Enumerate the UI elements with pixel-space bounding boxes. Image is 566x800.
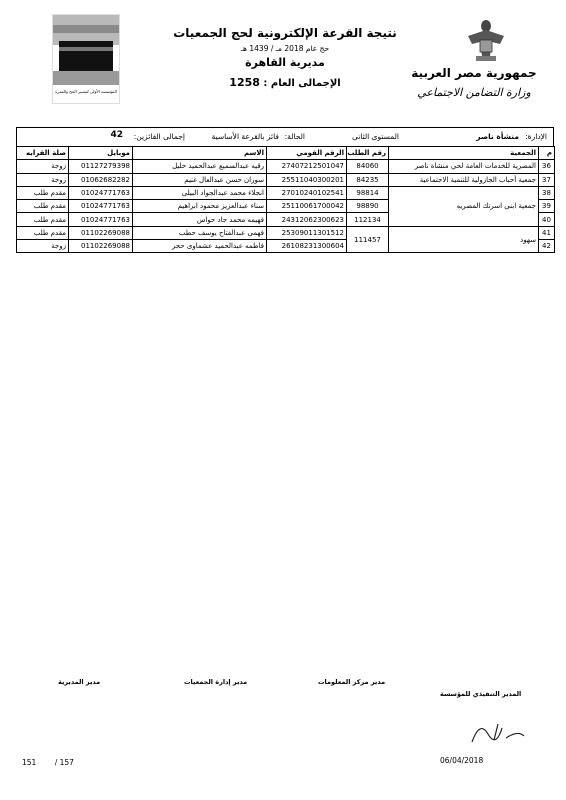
row-mobile: 01024771763	[69, 213, 133, 226]
table-row	[17, 186, 555, 199]
row-mobile: 01102269088	[69, 240, 133, 253]
row-relation: مقدم طلب	[17, 213, 69, 226]
row-index: 42	[539, 240, 555, 253]
row-relation: زوجة	[17, 240, 69, 253]
row-relation: مقدم طلب	[17, 186, 69, 199]
table-row	[17, 226, 555, 239]
row-name: فهيمه محمد جاد حواس	[133, 213, 267, 226]
row-index: 40	[539, 213, 555, 226]
row-index: 41	[539, 226, 555, 239]
row-index: 36	[539, 160, 555, 173]
row-index: 39	[539, 200, 555, 213]
row-mobile: 01024771763	[69, 200, 133, 213]
logo-caption: المؤسسة الأولى لتيسير الحج والعمرة	[55, 89, 117, 94]
row-index: 37	[539, 173, 555, 186]
table-header-row	[17, 147, 555, 160]
grand-total	[160, 76, 410, 89]
row-name: فهمى عبدالفتاح يوسف حطب	[133, 226, 267, 239]
row-national-id: 24312062300623	[267, 213, 347, 226]
admin-label: الإدارة:	[525, 132, 547, 141]
col-header-mobile: موبايل	[69, 147, 133, 160]
sig-associations-manager: مدير إدارة الجمعيات	[184, 678, 248, 686]
page-title: نتيجة القرعة الإلكترونية لحج الجمعيات	[173, 26, 397, 40]
table-row	[17, 173, 555, 186]
row-mobile: 01127279398	[69, 160, 133, 173]
country-name: جمهورية مصر العربية	[411, 66, 537, 80]
row-national-id: 27407212501047	[267, 160, 347, 173]
status-value: فائز بالقرعة الأساسية	[211, 132, 279, 141]
row-national-id: 25309011301512	[267, 226, 347, 239]
row-name: سناء عبدالعزيز محمود ابراهيم	[133, 200, 267, 213]
row-request-no: 112134	[347, 213, 389, 226]
row-association: سهود	[389, 226, 539, 253]
row-request-no: 98890	[347, 200, 389, 213]
row-index: 38	[539, 186, 555, 199]
winners-table	[16, 146, 555, 253]
filter-info-row	[16, 127, 554, 147]
admin-value: منشأة ناصر	[476, 132, 519, 141]
row-name: فاطمه عبدالحميد عشماوى حجر	[133, 240, 267, 253]
row-name: سوزان حسن عبدالعال غنيم	[133, 173, 267, 186]
winners-label: إجمالى الفائزين:	[133, 132, 185, 141]
row-national-id: 27010240102541	[267, 186, 347, 199]
col-header-national-id: الرقم القومي	[267, 147, 347, 160]
grand-total-label: الإجمالى العام :	[263, 78, 341, 89]
row-mobile: 01062682282	[69, 173, 133, 186]
grand-total-value: 1258	[229, 76, 260, 89]
sig-executive-director: المدير التنفيذي للمؤسسة	[440, 690, 522, 698]
row-association: المصرية للخدمات العامة لحي منشاة ناصر	[389, 160, 539, 173]
col-header-relation: صلة القرابه	[17, 147, 69, 160]
col-header-name: الاسم	[133, 147, 267, 160]
row-relation: زوجة	[17, 160, 69, 173]
col-header-request-no: رقم الطلب	[347, 147, 389, 160]
sig-info-center-manager: مدير مركز المعلومات	[318, 678, 386, 686]
row-request-no: 84060	[347, 160, 389, 173]
page-total: / 157	[54, 758, 74, 767]
level-value: المستوى الثانى	[351, 132, 399, 141]
row-mobile: 01024771763	[69, 186, 133, 199]
row-relation: مقدم طلب	[17, 200, 69, 213]
directorate-name: مديرية القاهرة	[245, 56, 325, 69]
ministry-name: وزارة التضامن الاجتماعي	[417, 86, 531, 99]
row-mobile: 01102269088	[69, 226, 133, 239]
row-national-id: 26108231300604	[267, 240, 347, 253]
row-association: جمعية ابنى اسرتك المصريه	[389, 186, 539, 226]
page-current: 151	[22, 758, 37, 767]
col-header-index: م	[539, 147, 555, 160]
row-relation: زوجة	[17, 173, 69, 186]
col-header-association: الجمعية	[389, 147, 539, 160]
row-request-no: 98814	[347, 186, 389, 199]
row-request-no: 111457	[347, 226, 389, 253]
row-association: جمعية أحباب الجازولية للتنمية الاجتماعية	[389, 173, 539, 186]
row-request-no: 84235	[347, 173, 389, 186]
row-name: رقيه عبدالسميع عبدالحميد خليل	[133, 160, 267, 173]
sig-directorate-manager: مدير المديرية	[58, 678, 101, 686]
row-national-id: 25110061700042	[267, 200, 347, 213]
table-row	[17, 160, 555, 173]
row-national-id: 25511040300201	[267, 173, 347, 186]
foundation-logo	[52, 14, 120, 104]
eagle-emblem-icon	[462, 18, 510, 64]
winners-value: 42	[110, 130, 123, 140]
status-label: الحالة:	[284, 132, 305, 141]
page-number	[22, 758, 74, 767]
signature-scribble	[462, 712, 532, 752]
row-relation: مقدم طلب	[17, 226, 69, 239]
row-name: انجلاء محمد عبدالجواد البيلى	[133, 186, 267, 199]
hajj-year: حج عام 2018 مـ / 1439 هـ	[240, 44, 330, 53]
print-date: 06/04/2018	[440, 756, 484, 765]
